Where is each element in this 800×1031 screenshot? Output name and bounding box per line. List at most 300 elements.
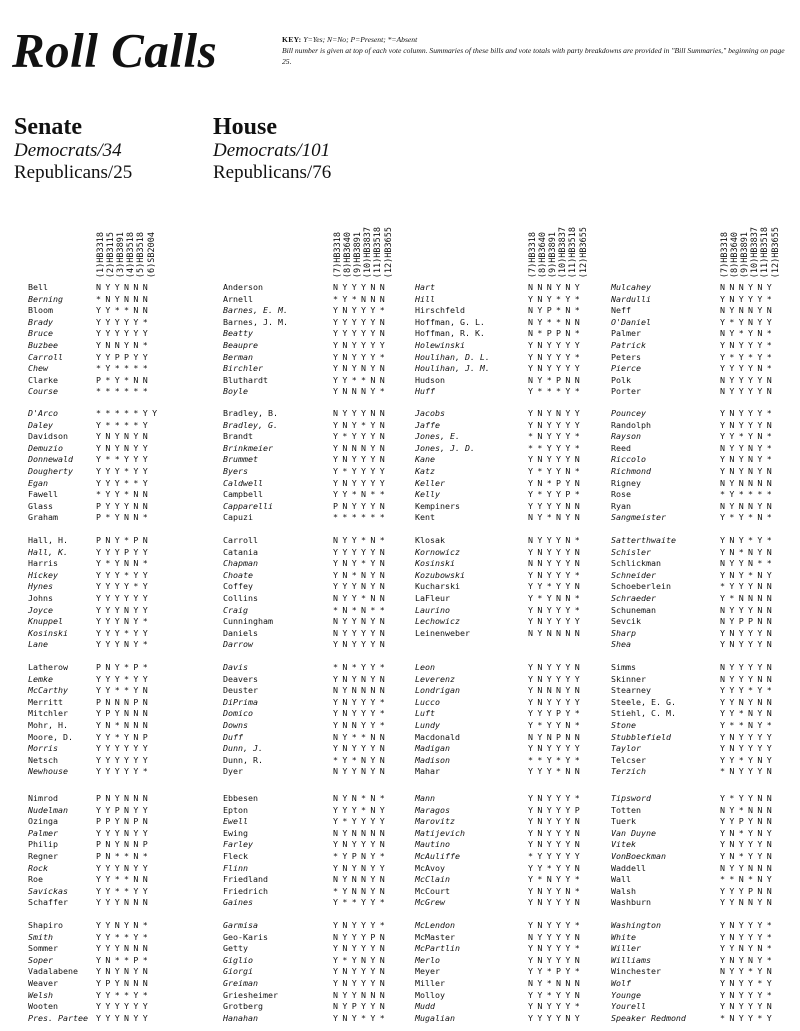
legislator-name: Demuzio	[28, 442, 63, 453]
legislator-name: Dunn, J.	[223, 743, 263, 754]
legislator-name: Domico	[223, 708, 253, 719]
legislator-name: DiPrima	[223, 696, 258, 707]
legislator-name: VonBoeckman	[611, 851, 666, 861]
legislator-name: Bradley, B.	[223, 408, 278, 418]
vote-record: YYY*Y*	[720, 685, 777, 696]
bill-header: (7)HB3318	[720, 231, 730, 278]
legislator-name: Beatty	[223, 328, 253, 339]
legislator-name: Stiehl, C. M.	[611, 708, 676, 719]
legislator-name: Patrick	[611, 340, 646, 350]
legislator-name: Roe	[28, 874, 43, 885]
legislator-name: Palmer	[611, 328, 641, 339]
legislator-name: Boyle	[223, 386, 248, 397]
vote-record: NYY*NN	[333, 593, 390, 603]
legislator-name: Flinn	[223, 862, 248, 873]
vote-record: YYYYYN	[333, 328, 390, 339]
vote-record: *Y*NNN	[333, 293, 390, 304]
vote-record: YYY*YY	[96, 673, 153, 684]
vote-record: **N*NY	[720, 874, 777, 885]
legislator-name: Regner	[28, 851, 58, 861]
vote-record: YNYYYN	[720, 639, 777, 650]
bill-header: (11)HB3518	[568, 226, 579, 278]
legislator-name: Epton	[223, 804, 248, 815]
vote-record: NYYYNN	[333, 282, 390, 292]
vote-record: YNYYY*	[528, 604, 585, 615]
legislator-name: Rose	[611, 489, 631, 500]
legislator-name: Egan	[28, 477, 48, 488]
vote-record: YNYYYN	[333, 966, 390, 977]
legislator-name: Riccolo	[611, 454, 646, 465]
legislator-name: Harris	[28, 558, 58, 569]
vote-record: *YYYNN	[720, 581, 777, 592]
vote-record: NYYYN*	[528, 535, 585, 545]
vote-record: YY*YNY	[720, 754, 777, 765]
legislator-name: Jacobs	[415, 408, 445, 418]
vote-record: PNYYYN	[333, 500, 390, 511]
vote-record: YPYNNN	[96, 978, 153, 988]
bill-header-group	[333, 190, 413, 278]
legislator-name: Madison	[415, 754, 450, 765]
vote-record: YY**NN	[333, 374, 390, 385]
legislator-name: Schraeder	[611, 593, 656, 603]
legislator-name: Sharp	[611, 627, 636, 638]
legislator-name: Sommer	[28, 943, 58, 954]
legislator-name: Collins	[223, 593, 258, 603]
legislator-name: Porter	[611, 386, 641, 397]
vote-record: Y*YNN*	[96, 558, 153, 569]
house-republicans: Republicans/76	[213, 162, 332, 183]
legislator-name: Smith	[28, 931, 53, 942]
bill-header: (7)HB3318	[528, 231, 538, 278]
vote-record: NYPYYN	[333, 1001, 390, 1012]
vote-record: YYYNNN	[96, 943, 153, 954]
vote-record: YYYYY*	[96, 766, 153, 777]
vote-record: Y****Y	[96, 419, 153, 430]
legislator-name: Katz	[415, 466, 435, 476]
senate-title: Senate	[14, 114, 82, 140]
vote-record: YNNNY*	[333, 386, 390, 397]
legislator-name: Ebbesen	[223, 793, 258, 803]
legislator-name: Chapman	[223, 558, 258, 569]
vote-record: YNYNYN	[720, 466, 777, 476]
legislator-name: Hill	[415, 293, 435, 304]
legislator-name: Holewinski	[415, 340, 465, 350]
vote-record: N*PPN*	[528, 328, 585, 339]
legislator-name: Pres. Partee	[28, 1012, 88, 1023]
vote-record: YNYNYN	[96, 966, 153, 977]
vote-record: YNYYY*	[720, 931, 777, 942]
legislator-name: Farley	[223, 839, 253, 850]
vote-record: YNYYYN	[528, 839, 585, 850]
bill-header: (12)HB3655	[383, 226, 394, 278]
legislator-name: Birchler	[223, 363, 263, 374]
vote-record: YYYYYY	[96, 328, 153, 339]
vote-record: NYP*N*	[528, 305, 585, 316]
vote-record: *NYY*Y	[720, 1012, 777, 1023]
legislator-name: Telcser	[611, 754, 646, 765]
vote-record: NYYNNN	[333, 989, 390, 1000]
vote-record: *NYYYN	[720, 766, 777, 777]
vote-record: YYNYNN	[720, 696, 777, 707]
legislator-name: Kozubowski	[415, 569, 465, 580]
vote-record: YYY*NN	[528, 766, 585, 777]
legislator-name: Grotberg	[223, 1001, 263, 1012]
legislator-name: Fleck	[223, 851, 248, 861]
bill-header: (7)HB3318	[333, 231, 343, 278]
vote-record: PNY*PN	[96, 535, 153, 545]
vote-record: PYYYNN	[96, 500, 153, 511]
bill-header: (11)HB3518	[373, 226, 384, 278]
legislator-name: Schaffer	[28, 897, 68, 908]
legislator-name: Giglio	[223, 954, 253, 965]
vote-record: YNY*Y*	[528, 293, 585, 304]
vote-record: YYYYYY	[96, 743, 153, 754]
vote-record: YNNYY*	[333, 720, 390, 730]
vote-record: Y**NY*	[720, 720, 777, 730]
bill-header: (4)HB3518	[126, 231, 137, 278]
vote-record: YYPYNN	[720, 816, 777, 827]
vote-record: YY*YN*	[720, 431, 777, 442]
legislator-name: Dougherty	[28, 466, 73, 476]
vote-record: YN*YNY	[720, 827, 777, 838]
legislator-name: Lucco	[415, 696, 440, 707]
vote-record: YYYYYN	[333, 546, 390, 557]
legislator-name: Kosinski	[28, 627, 68, 638]
vote-record: NYYYNN	[720, 604, 777, 615]
vote-record: NYNNNN	[528, 627, 585, 638]
bill-header: (11)HB3518	[760, 226, 771, 278]
vote-record: YYYNY*	[96, 639, 153, 650]
vote-record: YNYYY*	[333, 920, 390, 930]
bill-header: (2)HB3115	[106, 231, 117, 278]
vote-record: YYYYYY	[96, 1001, 153, 1012]
legislator-name: Gaines	[223, 897, 253, 908]
vote-record: YY**YY	[96, 885, 153, 896]
legislator-name: Stone	[611, 720, 636, 730]
vote-record: NYYNYN	[333, 616, 390, 627]
legislator-name: Beaupre	[223, 340, 258, 350]
legislator-name: D'Arco	[28, 408, 58, 418]
legislator-name: Willer	[611, 943, 641, 954]
vote-record: YNYYYN	[720, 839, 777, 850]
legislator-name: Tuerk	[611, 816, 636, 827]
legislator-name: Shapiro	[28, 920, 63, 930]
legislator-name: McMaster	[415, 931, 455, 942]
legislator-name: Stubblefield	[611, 731, 671, 742]
bill-header: (10)HB3837	[558, 226, 569, 278]
vote-record: Y**YYY	[96, 454, 153, 465]
legislator-name: Speaker Redmond	[611, 1012, 686, 1023]
vote-record: YNYNY*	[720, 454, 777, 465]
vote-record: YY*YYN	[528, 581, 585, 592]
legislator-name: Arnell	[223, 293, 253, 304]
legislator-name: Kosinski	[415, 558, 455, 569]
vote-record: Y*YYNN	[720, 793, 777, 803]
vote-record: YN*NNN	[96, 720, 153, 730]
legislator-name: Simms	[611, 662, 636, 672]
legislator-name: Vitek	[611, 839, 636, 850]
legislator-name: Choate	[223, 569, 253, 580]
vote-record: YY**NN	[96, 874, 153, 885]
legislator-name: Reed	[611, 442, 631, 453]
bill-header: (9)HB3891	[548, 231, 559, 278]
vote-record: PNYNNN	[96, 793, 153, 803]
vote-record: *Y*NYN	[333, 754, 390, 765]
vote-record: YNYYYN	[528, 827, 585, 838]
vote-record: YYYYY*	[96, 316, 153, 327]
vote-record: Y*YYYY	[333, 466, 390, 476]
vote-record: YNY*Y*	[333, 1012, 390, 1023]
legislator-name: McCourt	[415, 885, 450, 896]
vote-record: YNYNYN	[96, 431, 153, 442]
legislator-name: Craig	[223, 604, 248, 615]
vote-record: NYYYPN	[333, 931, 390, 942]
legislator-name: Washington	[611, 920, 661, 930]
vote-record: *N*YY*	[333, 662, 390, 672]
vote-record: NYYNNN	[720, 862, 777, 873]
legislator-name: Ewell	[223, 816, 248, 827]
legislator-name: Fawell	[28, 489, 58, 500]
vote-record: YNY*Y*	[720, 535, 777, 545]
vote-record: YY*YYN	[528, 862, 585, 873]
vote-record: NYY*YN	[720, 966, 777, 977]
vote-record: YYYYNY	[528, 1012, 585, 1023]
vote-record: NNYYYN	[528, 558, 585, 569]
vote-record: NYNNNN	[333, 685, 390, 696]
legislator-name: Hickey	[28, 569, 58, 580]
legislator-name: Knuppel	[28, 616, 63, 627]
legislator-name: Bluthardt	[223, 374, 268, 385]
legislator-name: Huff	[415, 386, 435, 397]
bill-header: (8)HB3640	[538, 231, 549, 278]
vote-record: YY**YN	[96, 685, 153, 696]
vote-record: YNYYY*	[528, 569, 585, 580]
vote-record: YN*NYN	[333, 569, 390, 580]
legislator-name: Houlihan, D. L.	[415, 351, 490, 362]
bill-header: (10)HB3837	[363, 226, 374, 278]
legislator-name: Steele, E. G.	[611, 696, 676, 707]
vote-record: YYYPY*	[528, 708, 585, 719]
legislator-name: McClain	[415, 874, 450, 885]
vote-record: PN**N*	[96, 851, 153, 861]
vote-record: YY*NYN	[720, 708, 777, 719]
legislator-name: Lane	[28, 639, 48, 650]
vote-record: Y*NNNN	[720, 593, 777, 603]
senate-democrats: Democrats/34	[14, 140, 122, 161]
vote-record: *YY*NN	[96, 489, 153, 500]
legislator-name: Yourell	[611, 1001, 646, 1012]
legislator-name: Cunningham	[223, 616, 273, 627]
legislator-name: Mautino	[415, 839, 450, 850]
legislator-name: Davis	[223, 662, 248, 672]
vote-record: YYNNYN	[720, 897, 777, 908]
vote-record: NY**NN	[333, 731, 390, 742]
vote-record: YNYYYP	[528, 804, 585, 815]
legislator-name: Jones, E.	[415, 431, 460, 442]
legislator-name: Peters	[611, 351, 641, 362]
legislator-name: Bradley, G.	[223, 419, 278, 430]
vote-record: ******	[96, 386, 153, 397]
legislator-name: Brinkmeier	[223, 442, 273, 453]
vote-record: YNYYYN	[333, 978, 390, 988]
vote-record: PNYNNP	[96, 839, 153, 850]
legislator-name: Ozinga	[28, 816, 58, 827]
vote-record: P*YNN*	[96, 512, 153, 523]
vote-record: YNYYYN	[333, 743, 390, 754]
legislator-name: Getty	[223, 943, 248, 954]
legislator-name: Welsh	[28, 989, 53, 1000]
legislator-name: Friedland	[223, 874, 268, 885]
legislator-name: Buzbee	[28, 340, 58, 350]
legislator-name: Course	[28, 386, 58, 397]
legislator-name: Hall, H.	[28, 535, 68, 545]
page-title: Roll Calls	[12, 23, 218, 78]
legislator-name: Mudd	[415, 1001, 435, 1012]
vote-record: YYNYN*	[720, 943, 777, 954]
legislator-name: Bruce	[28, 328, 53, 339]
legislator-name: Schlickman	[611, 558, 661, 569]
vote-record: YN*YYN	[720, 851, 777, 861]
legislator-name: Palmer	[28, 827, 58, 838]
vote-record: YYYNYY	[96, 862, 153, 873]
legislator-name: Totten	[611, 804, 641, 815]
legislator-name: Dyer	[223, 766, 243, 777]
legislator-name: Van Duyne	[611, 827, 656, 838]
vote-record: YYY*YY	[96, 569, 153, 580]
vote-record: YYYYNN	[528, 500, 585, 511]
vote-record: *YNNYN	[333, 885, 390, 896]
vote-record: NYNNNN	[333, 827, 390, 838]
vote-record: **YYY*	[528, 442, 585, 453]
legislator-name: Klosak	[415, 535, 445, 545]
legislator-name: Caldwell	[223, 477, 263, 488]
vote-record: YYYYN*	[720, 363, 777, 374]
legislator-name: Laurino	[415, 604, 450, 615]
vote-record: NYYYNN	[333, 408, 390, 418]
vote-record: *N*N**	[333, 604, 390, 615]
legislator-name: Barnes, E. M.	[223, 305, 288, 316]
vote-record: Y**YY*	[333, 897, 390, 908]
vote-record: YN*NYN	[720, 546, 777, 557]
legislator-name: Shea	[611, 639, 631, 650]
legislator-name: Wall	[611, 874, 631, 885]
vote-record: YNYYYN	[333, 454, 390, 465]
vote-record: YNYYN*	[528, 885, 585, 896]
legislator-name: Hudson	[415, 374, 445, 385]
legislator-name: Downs	[223, 720, 248, 730]
legislator-name: Leon	[415, 662, 435, 672]
vote-record: YNYYYY	[720, 731, 777, 742]
bill-header: (1)HB3318	[96, 231, 106, 278]
bill-header: (3)HB3891	[116, 231, 127, 278]
vote-record: YNYYYN	[528, 454, 585, 465]
vote-record: NY*NNN	[528, 978, 585, 988]
vote-record: *NYYY*	[528, 431, 585, 442]
legislator-name: Lemke	[28, 673, 53, 684]
legislator-name: Polk	[611, 374, 631, 385]
vote-record: YYYYYY	[96, 754, 153, 765]
legislator-name: Macdonald	[415, 731, 460, 742]
legislator-name: McGrew	[415, 897, 445, 908]
legislator-name: Kane	[415, 454, 435, 465]
legislator-name: Deuster	[223, 685, 258, 696]
vote-record: Y*YYN*	[528, 720, 585, 730]
key-text: Y=Yes; N=No; P=Present; *=Absent	[303, 35, 418, 44]
vote-record: NYYYYN	[528, 931, 585, 942]
vote-record: Y*YYP*	[528, 489, 585, 500]
legislator-name: Vadalabene	[28, 966, 78, 977]
legislator-name: Chew	[28, 363, 48, 374]
legislator-name: Hoffman, G. L.	[415, 316, 485, 327]
legislator-name: Kornowicz	[415, 546, 460, 557]
vote-record: YY**Y*	[96, 989, 153, 1000]
vote-record: YNYYYN	[528, 816, 585, 827]
vote-record: YNYYY*	[720, 989, 777, 1000]
vote-record: YYYPNN	[720, 885, 777, 896]
legislator-name: Anderson	[223, 282, 263, 292]
vote-record: YN*PYN	[528, 477, 585, 488]
legislator-name: Kelly	[415, 489, 440, 500]
vote-record: NYNNNN	[720, 477, 777, 488]
vote-record: YNYYYY	[528, 616, 585, 627]
vote-record: Y*YYYN	[333, 431, 390, 442]
vote-record: YNYYY*	[333, 708, 390, 719]
legislator-name: Mahar	[415, 766, 440, 777]
legislator-name: Savickas	[28, 885, 68, 896]
legislator-name: Joyce	[28, 604, 53, 615]
bill-header: (8)HB3640	[730, 231, 741, 278]
legislator-name: Deavers	[223, 673, 258, 684]
legislator-name: Hanahan	[223, 1012, 258, 1023]
legislator-name: Schuneman	[611, 604, 656, 615]
legislator-name: Washburn	[611, 897, 651, 908]
legislator-name: Merritt	[28, 696, 63, 707]
legislator-name: Williams	[611, 954, 651, 965]
legislator-name: Leverenz	[415, 673, 455, 684]
legislator-name: Rock	[28, 862, 48, 873]
vote-record: *****YY	[96, 408, 162, 418]
vote-record: NNNYNY	[528, 282, 585, 292]
bill-header-group	[96, 190, 176, 278]
vote-record: *YYYYY	[528, 851, 585, 861]
vote-record: YYYY*Y	[96, 581, 153, 592]
bill-header: (6)SB2004	[146, 231, 157, 278]
legislator-name: Mohr, H.	[28, 720, 68, 730]
legislator-name: Daley	[28, 419, 53, 430]
vote-record: PNNNPN	[96, 696, 153, 707]
legislator-name: Terzich	[611, 766, 646, 777]
vote-record: NY*NNN	[720, 804, 777, 815]
vote-record: YYYNY*	[96, 616, 153, 627]
legislator-name: Stearney	[611, 685, 651, 696]
legislator-name: McAuliffe	[415, 851, 460, 861]
legislator-name: Miller	[415, 978, 445, 988]
bill-header: (8)HB3640	[343, 231, 354, 278]
legislator-name: Waddell	[611, 862, 646, 873]
legislator-name: Brummet	[223, 454, 258, 465]
vote-record: YYPNYY	[96, 804, 153, 815]
legislator-name: Mugalian	[415, 1012, 455, 1023]
vote-record: NNNYNY	[720, 282, 777, 292]
vote-record: Y*NYY*	[528, 874, 585, 885]
vote-record: YN**P*	[96, 954, 153, 965]
legislator-name: Campbell	[223, 489, 263, 500]
vote-record: P*Y*NN	[96, 374, 153, 385]
vote-record: YNYYY*	[333, 351, 390, 362]
vote-record: YY*PY*	[528, 966, 585, 977]
legislator-name: Byers	[223, 466, 248, 476]
legislator-name: Jones, J. D.	[415, 442, 475, 453]
